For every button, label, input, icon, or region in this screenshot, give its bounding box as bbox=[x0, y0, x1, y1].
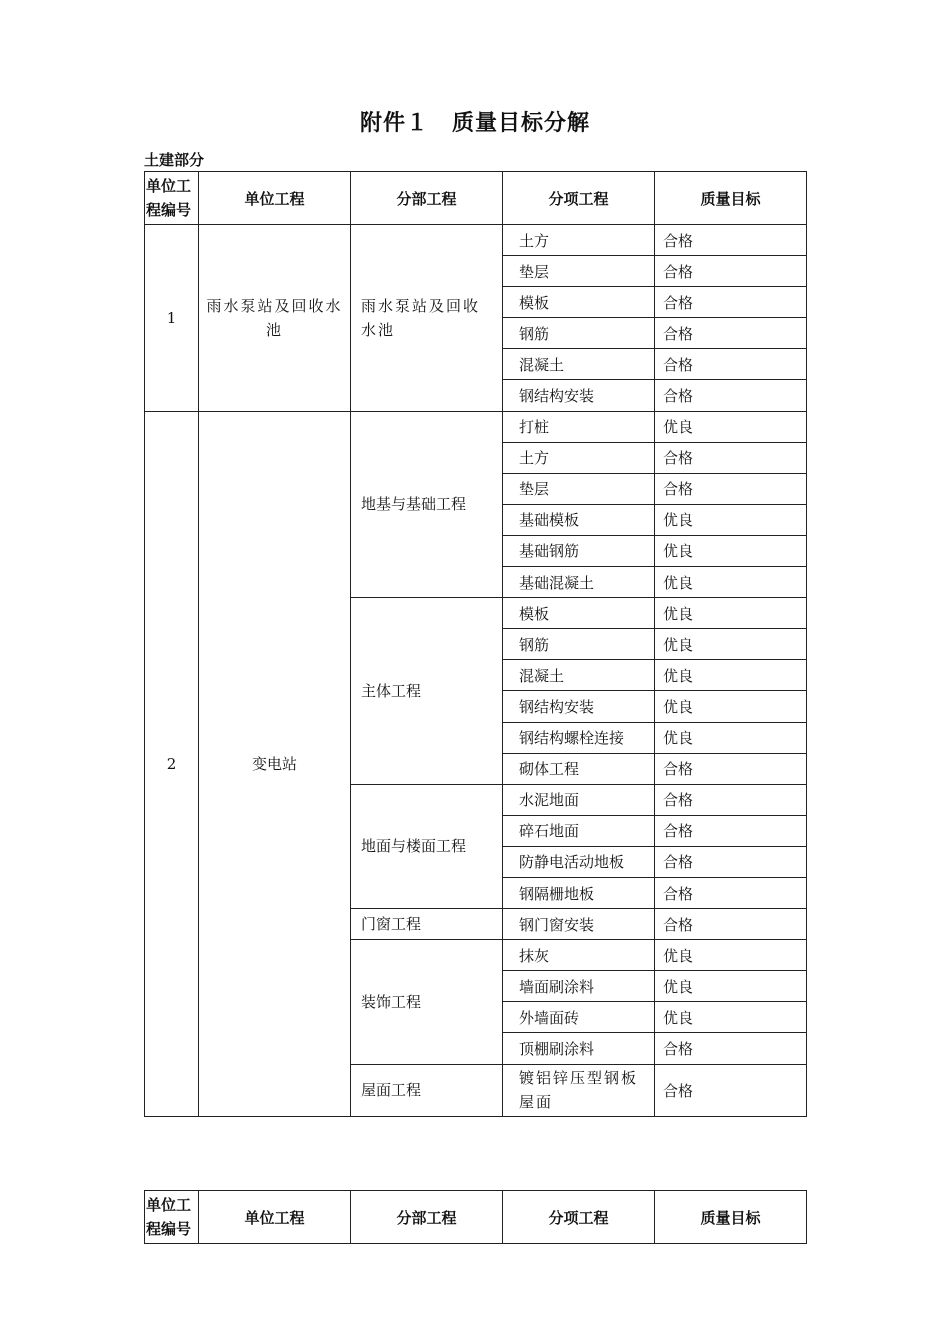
division-cell: 雨水泵站及回收水池 bbox=[351, 225, 503, 412]
header-quality-goal: 质量目标 bbox=[655, 172, 807, 225]
quality-goal-cell: 合格 bbox=[655, 1064, 807, 1116]
division-cell: 屋面工程 bbox=[351, 1064, 503, 1116]
subitem-cell: 土方 bbox=[503, 442, 655, 473]
division-cell: 地面与楼面工程 bbox=[351, 784, 503, 908]
quality-goal-cell: 合格 bbox=[655, 473, 807, 504]
quality-goal-cell: 合格 bbox=[655, 318, 807, 349]
header-division: 分部工程 bbox=[351, 172, 503, 225]
subitem-cell: 抹灰 bbox=[503, 940, 655, 971]
subitem-cell: 钢门窗安装 bbox=[503, 909, 655, 940]
subitem-cell: 土方 bbox=[503, 225, 655, 256]
quality-goal-cell: 合格 bbox=[655, 877, 807, 908]
subitem-cell: 钢结构安装 bbox=[503, 691, 655, 722]
subitem-cell: 防静电活动地板 bbox=[503, 846, 655, 877]
quality-goal-cell: 合格 bbox=[655, 256, 807, 287]
subitem-cell: 砌体工程 bbox=[503, 753, 655, 784]
header-unit-number: 单位工程编号 bbox=[145, 1191, 199, 1244]
quality-goal-cell: 合格 bbox=[655, 753, 807, 784]
subitem-cell: 打桩 bbox=[503, 411, 655, 442]
subitem-cell: 模板 bbox=[503, 598, 655, 629]
quality-goal-cell: 优良 bbox=[655, 535, 807, 566]
subitem-cell: 钢结构螺栓连接 bbox=[503, 722, 655, 753]
table-row bbox=[145, 225, 807, 256]
subitem-cell: 钢筋 bbox=[503, 629, 655, 660]
quality-goal-cell: 优良 bbox=[655, 971, 807, 1002]
quality-target-table-continued bbox=[144, 1190, 807, 1244]
quality-goal-cell: 合格 bbox=[655, 1033, 807, 1064]
subitem-cell: 模板 bbox=[503, 287, 655, 318]
quality-goal-cell: 合格 bbox=[655, 380, 807, 411]
quality-goal-cell: 优良 bbox=[655, 567, 807, 598]
quality-goal-cell: 优良 bbox=[655, 691, 807, 722]
quality-goal-cell: 优良 bbox=[655, 1002, 807, 1033]
quality-goal-cell: 优良 bbox=[655, 722, 807, 753]
quality-goal-cell: 合格 bbox=[655, 909, 807, 940]
header-unit-project: 单位工程 bbox=[199, 172, 351, 225]
subitem-cell: 水泥地面 bbox=[503, 784, 655, 815]
quality-goal-cell: 合格 bbox=[655, 846, 807, 877]
quality-goal-cell: 优良 bbox=[655, 598, 807, 629]
subitem-cell: 混凝土 bbox=[503, 660, 655, 691]
subitem-cell: 基础钢筋 bbox=[503, 535, 655, 566]
subitem-cell: 镀铝锌压型钢板屋面 bbox=[503, 1064, 655, 1116]
quality-goal-cell: 优良 bbox=[655, 504, 807, 535]
subitem-cell: 基础混凝土 bbox=[503, 567, 655, 598]
unit-project-cell: 变电站 bbox=[199, 411, 351, 1116]
division-cell: 装饰工程 bbox=[351, 940, 503, 1064]
division-cell: 主体工程 bbox=[351, 598, 503, 785]
header-quality-goal: 质量目标 bbox=[655, 1191, 807, 1244]
table-header-row bbox=[145, 1191, 807, 1244]
table-header-row bbox=[145, 172, 807, 225]
header-unit-project: 单位工程 bbox=[199, 1191, 351, 1244]
quality-goal-cell: 优良 bbox=[655, 411, 807, 442]
header-subitem: 分项工程 bbox=[503, 1191, 655, 1244]
quality-goal-cell: 优良 bbox=[655, 940, 807, 971]
subitem-cell: 混凝土 bbox=[503, 349, 655, 380]
subitem-cell: 顶棚刷涂料 bbox=[503, 1033, 655, 1064]
header-unit-number: 单位工程编号 bbox=[145, 172, 199, 225]
subitem-cell: 钢结构安装 bbox=[503, 380, 655, 411]
subitem-cell: 基础模板 bbox=[503, 504, 655, 535]
quality-goal-cell: 合格 bbox=[655, 349, 807, 380]
unit-number-cell: 1 bbox=[145, 225, 199, 412]
subitem-cell: 碎石地面 bbox=[503, 815, 655, 846]
subitem-cell: 外墙面砖 bbox=[503, 1002, 655, 1033]
header-subitem: 分项工程 bbox=[503, 172, 655, 225]
subitem-cell: 垫层 bbox=[503, 256, 655, 287]
table-row bbox=[145, 411, 807, 442]
quality-goal-cell: 优良 bbox=[655, 629, 807, 660]
quality-goal-cell: 合格 bbox=[655, 784, 807, 815]
quality-goal-cell: 合格 bbox=[655, 442, 807, 473]
subitem-cell: 垫层 bbox=[503, 473, 655, 504]
quality-goal-cell: 合格 bbox=[655, 225, 807, 256]
quality-goal-cell: 优良 bbox=[655, 660, 807, 691]
subitem-cell: 墙面刷涂料 bbox=[503, 971, 655, 1002]
page-title: 附件１ 质量目标分解 bbox=[359, 111, 590, 136]
division-cell: 地基与基础工程 bbox=[351, 411, 503, 598]
quality-target-table bbox=[144, 171, 807, 1117]
subitem-cell: 钢隔栅地板 bbox=[503, 877, 655, 908]
header-division: 分部工程 bbox=[351, 1191, 503, 1244]
quality-goal-cell: 合格 bbox=[655, 287, 807, 318]
unit-number-cell: 2 bbox=[145, 411, 199, 1116]
quality-goal-cell: 合格 bbox=[655, 815, 807, 846]
section-label: 土建部分 bbox=[144, 151, 205, 169]
subitem-cell: 钢筋 bbox=[503, 318, 655, 349]
division-cell: 门窗工程 bbox=[351, 909, 503, 940]
unit-project-cell: 雨水泵站及回收水池 bbox=[199, 225, 351, 412]
